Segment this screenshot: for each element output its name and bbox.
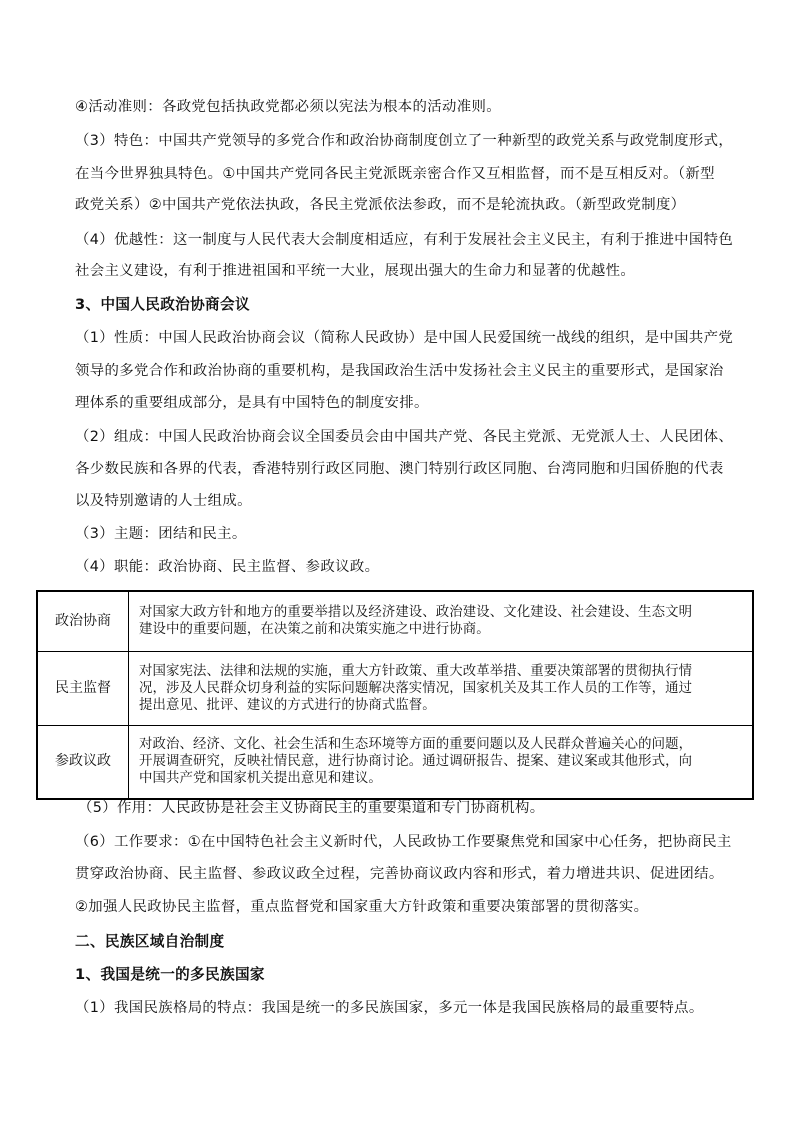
paragraph-composition: （2）组成：中国人民政治协商会议全国委员会由中国共产党、各民主党派、无党派人士、人民团体、 bbox=[75, 429, 734, 445]
section-heading-ethnic-autonomy: 二、民族区域自治制度 bbox=[75, 933, 225, 950]
paragraph-composition-cont: 各少数民族和各界的代表，香港特别行政区同胞、澳门特别行政区同胞、台湾同胞和归国侨胞的代表 bbox=[75, 461, 724, 477]
table-row bbox=[37, 651, 753, 725]
description-line: 中国共产党和国家机关提出意见和建议。 bbox=[139, 771, 382, 787]
function-name-cell: 政治协商 bbox=[37, 591, 129, 651]
function-name-cell: 民主监督 bbox=[37, 651, 129, 725]
description-line: 开展调查研究，反映社情民意，进行协商讨论。通过调研报告、提案、建议案或其他形式，向 bbox=[139, 754, 693, 770]
paragraph-nature: （1）性质：中国人民政治协商会议（简称人民政协）是中国人民爱国统一战线的组织，是中国共产党 bbox=[75, 330, 734, 346]
paragraph-superiority: （4）优越性：这一制度与人民代表大会制度相适应，有利于发展社会主义民主，有利于推进中国特色 bbox=[75, 232, 734, 248]
paragraph-nature-cont: 领导的多党合作和政治协商的重要机构，是我国政治生活中发扬社会主义民主的重要形式，是国家治 bbox=[75, 363, 724, 379]
description-line: 况，涉及人民群众切身利益的实际问题解决落实情况，国家机关及其工作人员的工作等，通过 bbox=[139, 680, 693, 696]
paragraph-superiority-cont: 社会主义建设，有利于推进祖国和平统一大业，展现出强大的生命力和显著的优越性。 bbox=[75, 263, 636, 279]
description-line: 提出意见、批评、建议的方式进行的协商式监督。 bbox=[139, 697, 436, 713]
function-description-cell bbox=[129, 651, 754, 725]
paragraph-work-requirements-cont: 贯穿政治协商、民主监督、参政议政全过程，完善协商议政内容和形式，着力增进共识、促进团结。 bbox=[75, 866, 724, 882]
description-line: 对政治、经济、文化、社会生活和生态环境等方面的重要问题以及人民群众普遍关心的问题， bbox=[139, 737, 693, 753]
paragraph-characteristics-cont: 政党关系）②中国共产党依法执政，各民主党派依法参政，而不是轮流执政。（新型政党制度） bbox=[75, 197, 686, 213]
paragraph-work-requirements-cont: ②加强人民政协民主监督，重点监督党和国家重大方针政策和重要决策部署的贯彻落实。 bbox=[75, 899, 649, 915]
description-line: 对国家宪法、法律和法规的实施，重大方针政策、重大改革举措、重要决策部署的贯彻执行情 bbox=[139, 663, 693, 679]
paragraph-composition-cont: 以及特别邀请的人士组成。 bbox=[75, 493, 252, 509]
function-description-cell bbox=[129, 725, 754, 799]
description-line: 对国家大政方针和地方的重要举措以及经济建设、政治建设、文化建设、社会建设、生态文明 bbox=[139, 605, 693, 621]
paragraph-role: （5）作用：人民政协是社会主义协商民主的重要渠道和专门协商机构。 bbox=[78, 800, 545, 816]
function-name-cell: 参政议政 bbox=[37, 725, 129, 799]
functions-table bbox=[36, 590, 754, 800]
function-description-cell bbox=[129, 591, 754, 651]
description-line: 建设中的重要问题，在决策之前和决策实施之中进行协商。 bbox=[139, 622, 490, 638]
section-heading-cppcc: 3、中国人民政治协商会议 bbox=[75, 296, 250, 313]
paragraph-work-requirements: （6）工作要求：①在中国特色社会主义新时代，人民政协工作要聚焦党和国家中心任务，把协商民主 bbox=[75, 834, 732, 850]
paragraph-characteristics: （3）特色：中国共产党领导的多党合作和政治协商制度创立了一种新型的政党关系与政党制度形式， bbox=[75, 133, 734, 149]
paragraph-ethnic-pattern: （1）我国民族格局的特点：我国是统一的多民族国家，多元一体是我国民族格局的最重要特点。 bbox=[75, 1000, 704, 1016]
paragraph-theme: （3）主题：团结和民主。 bbox=[75, 526, 247, 542]
paragraph-nature-cont: 理体系的重要组成部分，是具有中国特色的制度安排。 bbox=[75, 395, 429, 411]
paragraph-functions: （4）职能：政治协商、民主监督、参政议政。 bbox=[75, 559, 380, 575]
table-row bbox=[37, 725, 753, 799]
subsection-heading-multiethnic: 1、我国是统一的多民族国家 bbox=[75, 966, 265, 983]
paragraph-characteristics-cont: 在当今世界独具特色。①中国共产党同各民主党派既亲密合作又互相监督，而不是互相反对。（新型 bbox=[75, 166, 715, 182]
table-row bbox=[37, 591, 753, 651]
paragraph-activity-principle: ④活动准则：各政党包括执政党都必须以宪法为根本的活动准则。 bbox=[75, 99, 501, 115]
